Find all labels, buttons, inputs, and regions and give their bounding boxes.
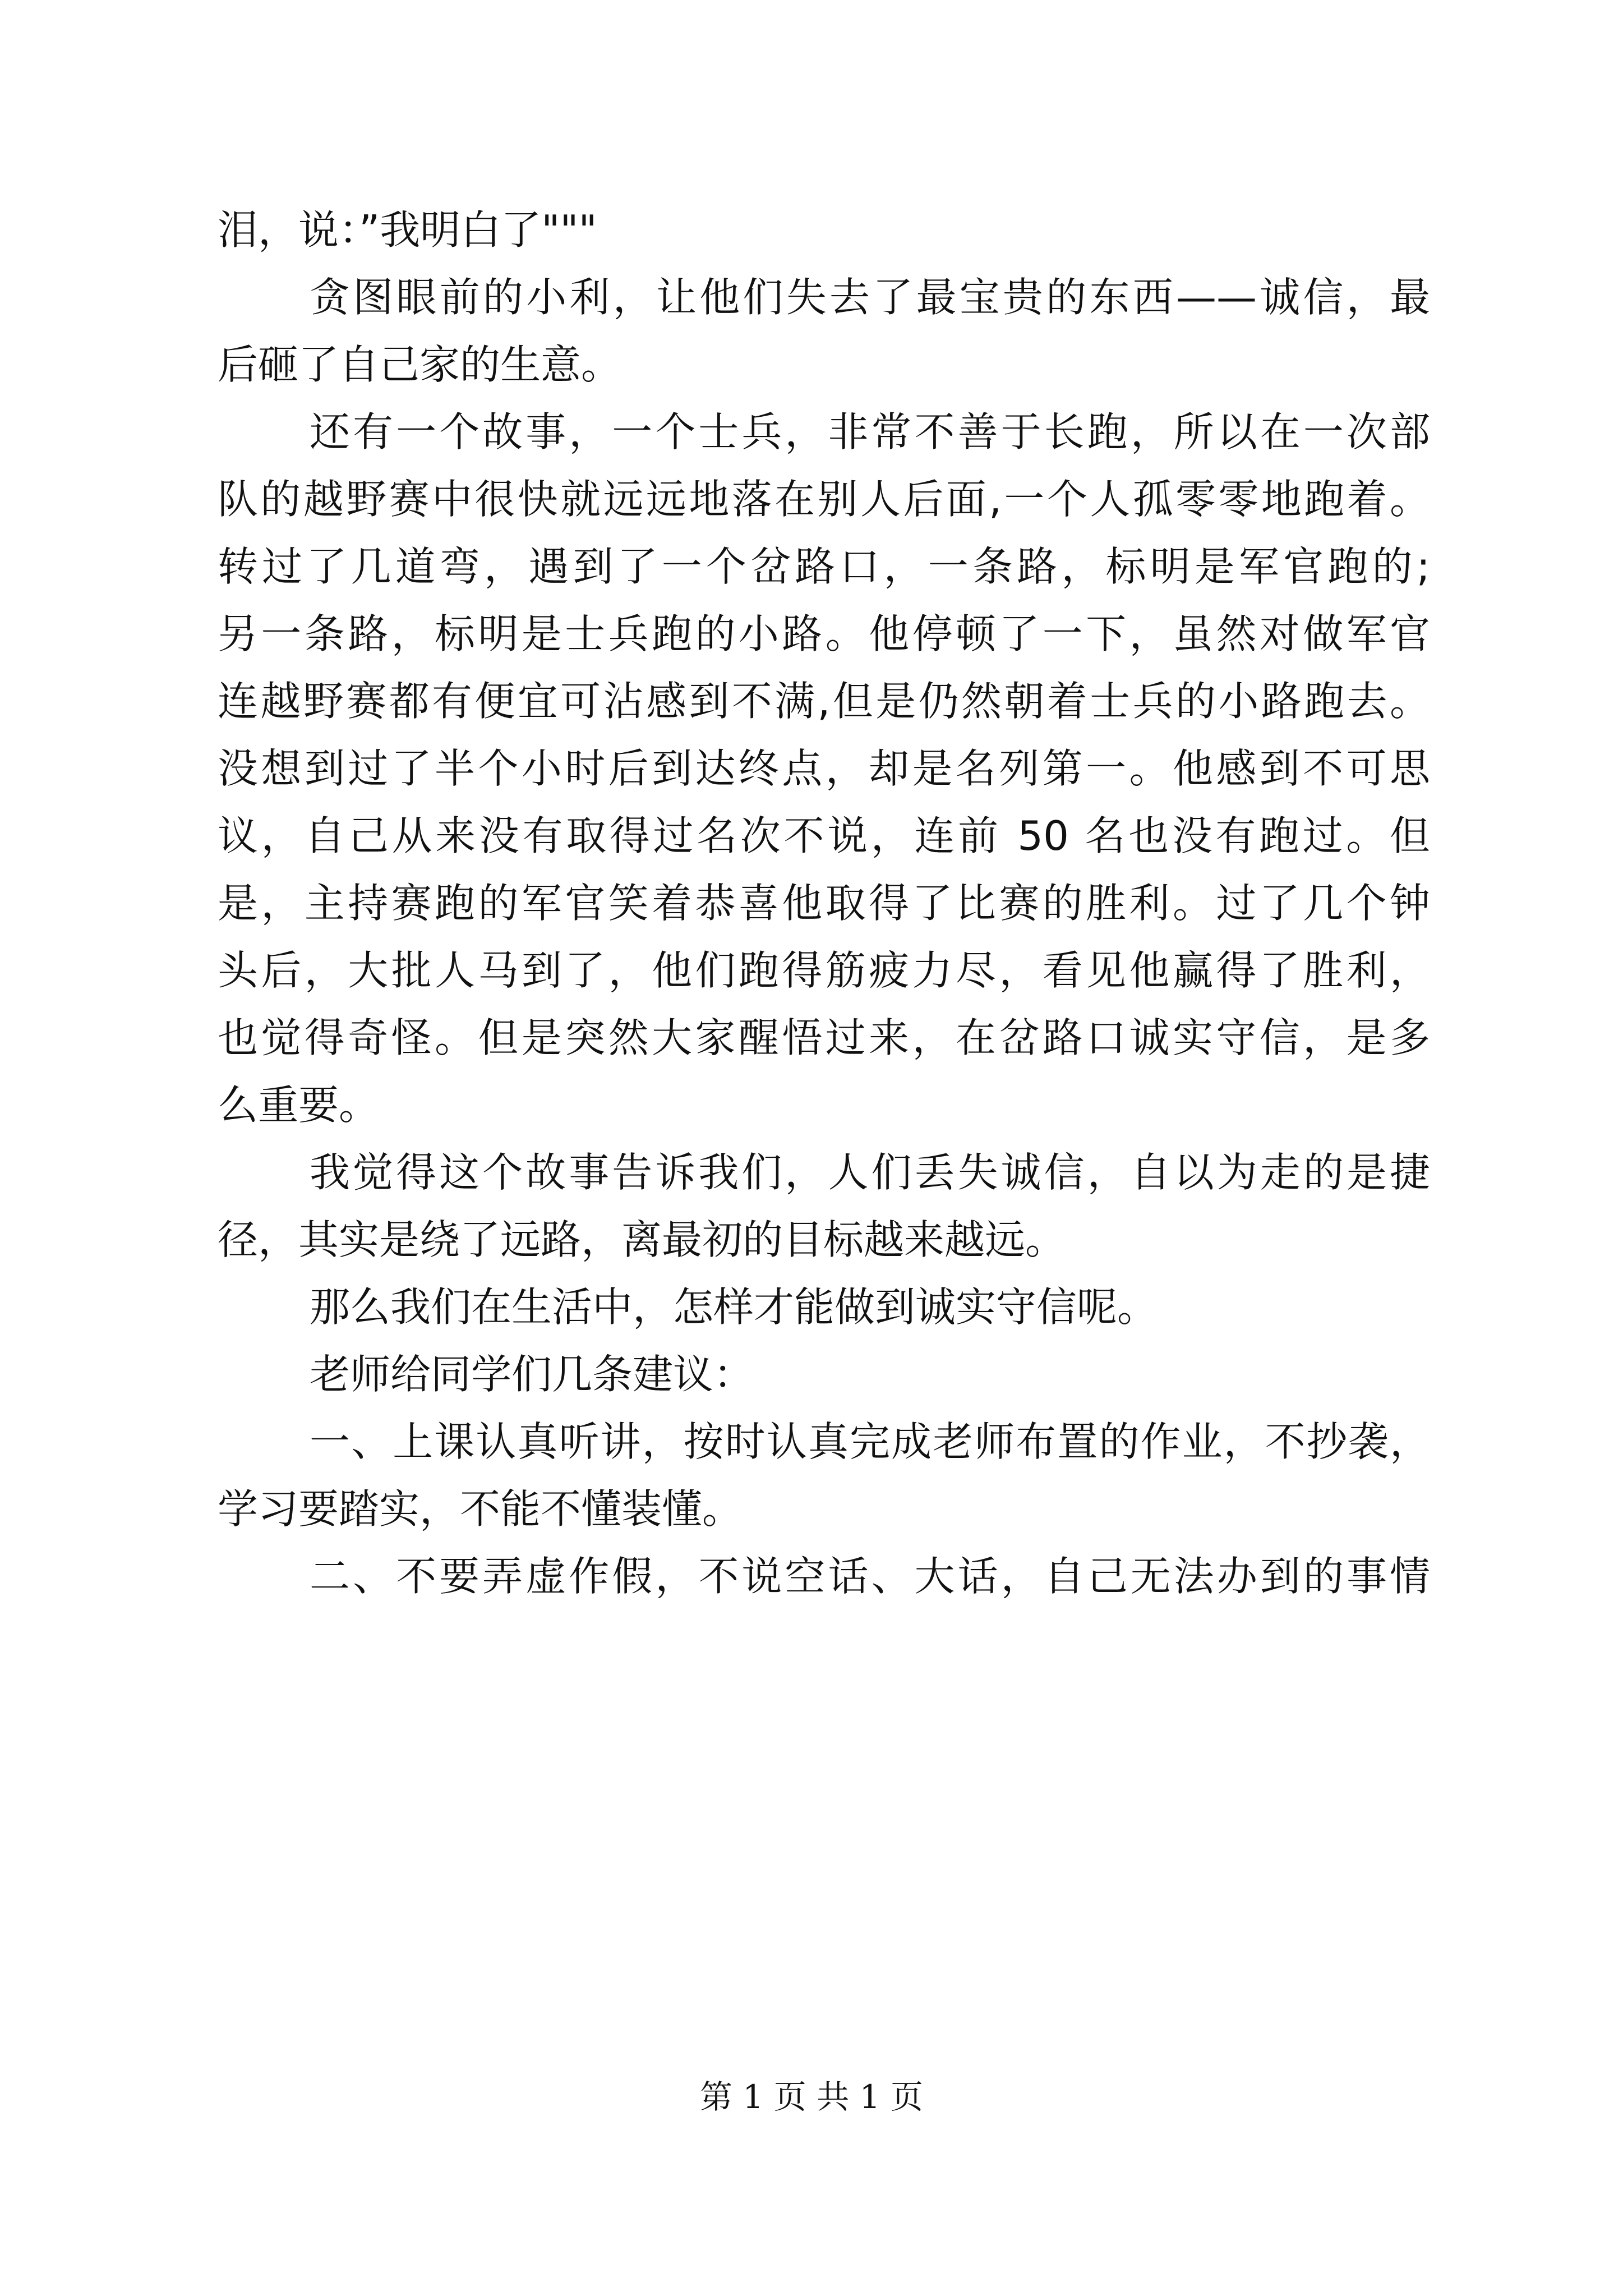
text-line: 我觉得这个故事告诉我们，人们丢失诚信，自以为走的是捷: [310, 1149, 1430, 1196]
document-body: [218, 196, 1430, 1610]
text-line: 泪，说：”我明白了""": [218, 206, 597, 254]
text-line: 转过了几道弯，遇到了一个岔路口，一条路，标明是军官跑的;: [218, 543, 1430, 590]
text-line: 是，主持赛跑的军官笑着恭喜他取得了比赛的胜利。过了几个钟: [218, 880, 1430, 927]
text-line: 也觉得奇怪。但是突然大家醒悟过来，在岔路口诚实守信，是多: [218, 1014, 1430, 1061]
text-line: 径，其实是绕了远路，离最初的目标越来越远。: [218, 1216, 1066, 1263]
text-line: 一、上课认真听讲，按时认真完成老师布置的作业，不抄袭，: [310, 1418, 1430, 1465]
text-line: 后砸了自己家的生意。: [218, 341, 622, 388]
text-line: 二、不要弄虚作假，不说空话、大话，自己无法办到的事情: [310, 1553, 1430, 1600]
text-line: 还有一个故事，一个士兵，非常不善于长跑，所以在一次部: [310, 408, 1430, 455]
text-line: 学习要踏实，不能不懂装懂。: [218, 1485, 743, 1533]
text-line: 头后，大批人马到了，他们跑得筋疲力尽，看见他赢得了胜利，: [218, 947, 1430, 994]
text-line: 议，自己从来没有取得过名次不说，连前 50 名也没有跑过。但: [218, 812, 1430, 859]
text-line: 那么我们在生活中，怎样才能做到诚实守信呢。: [310, 1283, 1158, 1331]
text-line: 没想到过了半个小时后到达终点，却是名列第一。他感到不可思: [218, 745, 1430, 792]
text-line: 老师给同学们几条建议：: [310, 1351, 754, 1398]
page-number-footer: 第 1 页 共 1 页: [700, 2078, 923, 2116]
text-line: 连越野赛都有便宜可沾感到不满,但是仍然朝着士兵的小路跑去。: [218, 678, 1430, 725]
text-line: 队的越野赛中很快就远远地落在别人后面,一个人孤零零地跑着。: [218, 476, 1430, 523]
text-line: 贪图眼前的小利，让他们失去了最宝贵的东西——诚信，最: [310, 274, 1430, 321]
text-line: 另一条路，标明是士兵跑的小路。他停顿了一下，虽然对做军官: [218, 610, 1430, 657]
text-line: 么重要。: [218, 1082, 380, 1129]
